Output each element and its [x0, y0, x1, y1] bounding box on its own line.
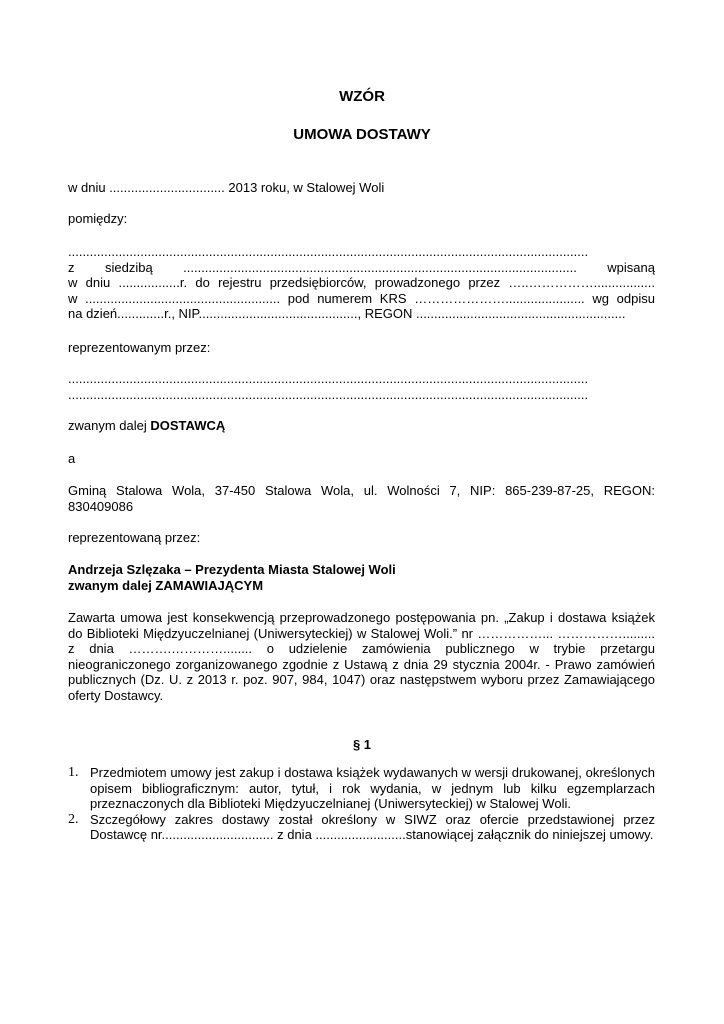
supplier-line-5: na dzień.............r., NIP............................................, REGON ..........................................................: [68, 306, 626, 321]
document-header: WZÓR: [339, 88, 385, 105]
list-item-text: Szczegółowy zakres dostawy został określony w SIWZ oraz ofercie przedstawionej przez Dostawcę nr............................... z dnia .........................stanowiącej załącznik do niniejszej umowy.: [90, 811, 655, 842]
document-title: UMOWA DOSTAWY: [293, 126, 431, 143]
supplier-line-4: w ...................................................... pod numerem KRS …………………...................... wg odpisu: [68, 290, 655, 306]
intro-paragraph: Zawarta umowa jest konsekwencją przeprowadzonego postępowania pn. „Zakup i dostawa książek do Biblioteki Międzyuczelnianej (Uniwersyteckiej) w Stalowej Woli.” nr ……………... ……………......... z dnia ……….…………........ o udzielenie zamówienia publicznego w trybie przetargu nieograniczonego zorganizowanego zgodnie z Ustawą z dnia 29 stycznia 2004r. - Prawo zamówień publicznych (Dz. U. z 2013 r. poz. 907, 984, 1047) oraz następstwem wyboru przez Zamawiającego oferty Dostawcy.: [68, 610, 655, 703]
between-label: pomiędzy:: [68, 211, 128, 226]
representative-line-2: ................................................................................................................................................: [68, 386, 589, 402]
representative-line-1: ................................................................................................................................................: [68, 371, 589, 386]
date-line: w dniu ................................ 2013 roku, w Stalowej Woli: [68, 180, 385, 195]
and-label: a: [68, 451, 76, 466]
represented-by-fem-label: reprezentowaną przez:: [68, 530, 201, 545]
mayor-line: Andrzeja Szlęzaka – Prezydenta Miasta Stalowej Woli: [68, 562, 396, 577]
supplier-line-3: w dniu .................r. do rejestru przedsiębiorców, prowadzonego przez …..…………….................: [68, 275, 655, 290]
supplier-line-2: z siedzibą ............................................................................................................. wpisaną: [68, 259, 655, 275]
representative-lines: [68, 371, 655, 402]
represented-by-label: reprezentowanym przez:: [68, 340, 211, 355]
list-item-number: 1.: [68, 765, 79, 780]
supplier-line-1: ................................................................................................................................................: [68, 244, 589, 259]
supplier-called-prefix: zwanym dalej: [68, 418, 151, 433]
list-item-text: Przedmiotem umowy jest zakup i dostawa książek wydawanych w wersji drukowanej, określonych opisem bibliograficznym: autor, tytuł, i rok wydania, w jednym lub kilku egzemplarzach przeznaczonych dla Biblioteki Międzyuczelnianej (Uniwersyteckiej) w Stalowej Woli.: [90, 765, 655, 811]
buyer-called: zwanym dalej ZAMAWIAJĄCYM: [68, 578, 264, 593]
supplier-called: [68, 418, 655, 434]
supplier-called-name: DOSTAWCĄ: [150, 418, 226, 433]
buyer-line: Gminą Stalowa Wola, 37-450 Stalowa Wola, ul. Wolności 7, NIP: 865-239-87-25, REGON: 830409086: [68, 483, 655, 514]
section-mark: § 1: [352, 737, 372, 752]
list-item-number: 2.: [68, 811, 79, 827]
list-item: [68, 812, 655, 843]
list-item: [68, 765, 655, 812]
supplier-block: [68, 244, 655, 322]
section-items: [68, 765, 655, 843]
